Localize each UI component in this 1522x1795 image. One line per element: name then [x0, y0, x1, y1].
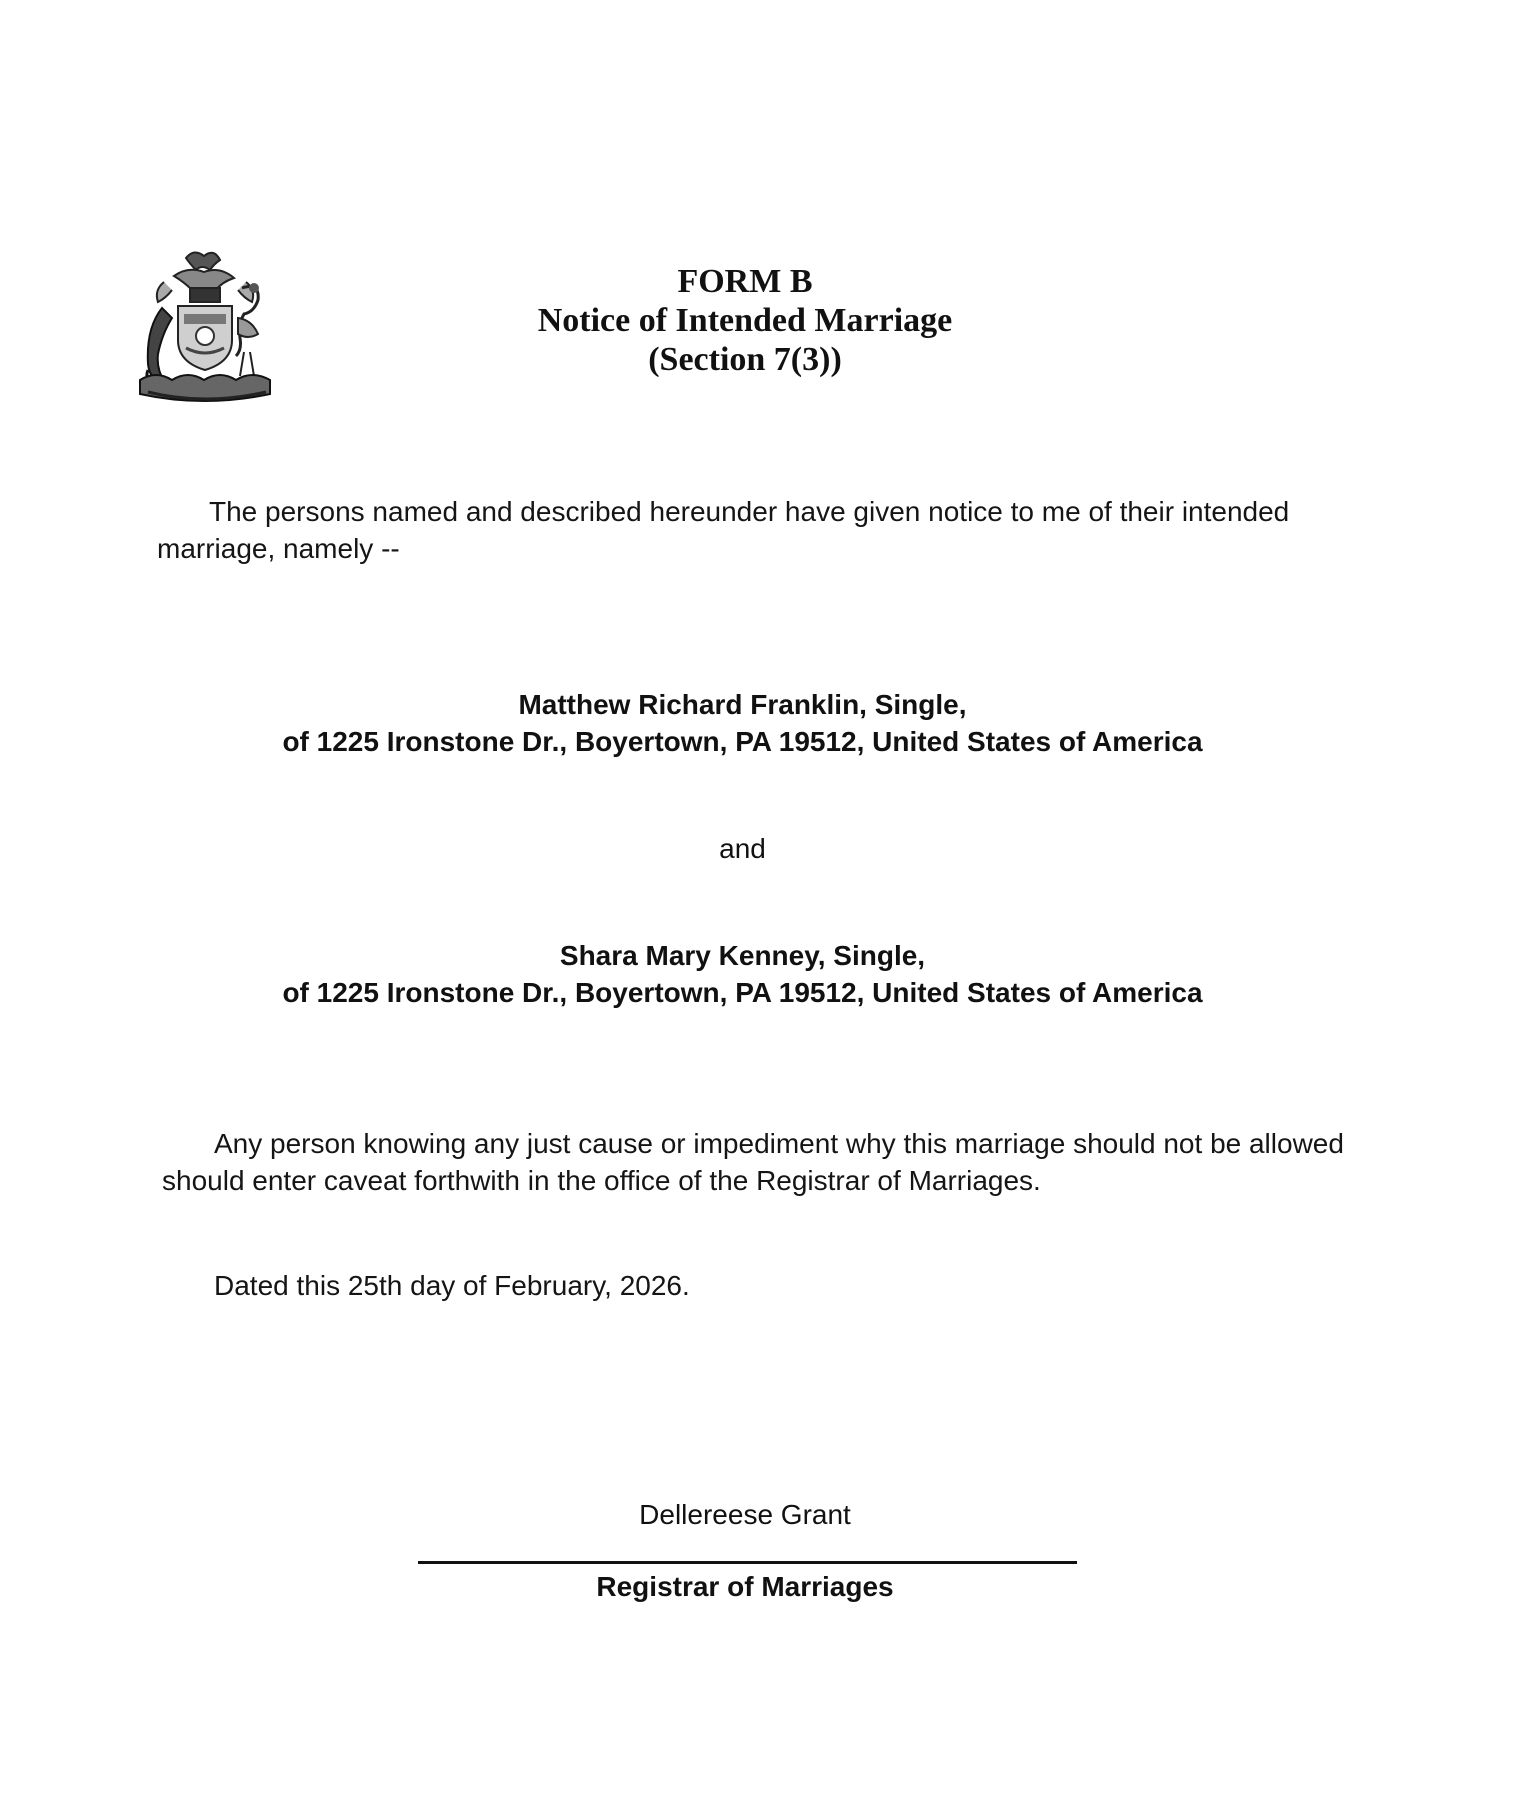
signature-line: [418, 1561, 1077, 1564]
party-address: of 1225 Ironstone Dr., Boyertown, PA 19512, United States of America: [282, 726, 1203, 757]
coat-of-arms-icon: [134, 248, 276, 404]
form-title: Notice of Intended Marriage: [537, 302, 953, 339]
form-heading: [400, 262, 1090, 379]
party-name: Matthew Richard Franklin, Single,: [518, 689, 967, 720]
registrar-title: Registrar of Marriages: [596, 1571, 894, 1602]
caveat-paragraph: Any person knowing any just cause or impediment why this marriage should not be allowed should enter caveat forthwith in the office of the Registrar of Marriages.: [162, 1128, 1344, 1196]
form-label: FORM B: [677, 263, 813, 300]
registrar-name: Dellereese Grant: [639, 1499, 851, 1530]
conjunction-text: and: [719, 833, 766, 864]
party-address: of 1225 Ironstone Dr., Boyertown, PA 19512, United States of America: [282, 977, 1203, 1008]
party-1: [100, 686, 1385, 760]
party-name: Shara Mary Kenney, Single,: [559, 940, 926, 971]
form-section: (Section 7(3)): [648, 341, 842, 378]
dated-line: Dated this 25th day of February, 2026.: [214, 1270, 690, 1301]
party-2: [100, 937, 1385, 1011]
intro-paragraph: The persons named and described hereunder have given notice to me of their intended marriage, namely --: [157, 496, 1290, 564]
